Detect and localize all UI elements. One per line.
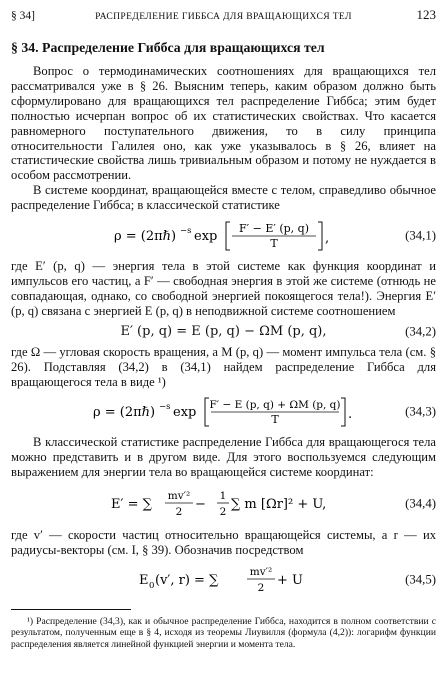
page-number: 123 <box>416 7 436 22</box>
eq4-rest: ∑ m [Ωr]² + U, <box>230 497 326 513</box>
eq3-denominator: T <box>270 413 279 427</box>
section-title: § 34. Распределение Гиббса для вращающихся тел <box>11 40 325 55</box>
equation-34-4-number: (34,4) <box>405 496 436 511</box>
eq1-lhs: ρ = (2πℏ) <box>113 229 176 245</box>
eq5-lhs: E <box>138 572 148 588</box>
eq5-frac-den: 2 <box>257 581 264 594</box>
eq5-args: (v′, r) = ∑ <box>154 572 218 588</box>
equation-34-4-formula <box>111 487 337 521</box>
equation-34-5-formula <box>139 565 309 595</box>
equation-34-1-number: (34,1) <box>405 228 436 243</box>
equation-34-5-number: (34,5) <box>405 572 436 587</box>
eq1-bracket-right <box>318 222 322 250</box>
eq3-numerator: F′ − E (p, q) + ΩM (p, q) <box>208 399 341 412</box>
eq5-frac-num: mv′² <box>249 565 272 578</box>
eq3-bracket-right <box>341 398 345 426</box>
eq4-frac2-num: 1 <box>219 490 226 503</box>
footnote-divider <box>11 609 131 610</box>
equation-34-1 <box>11 220 436 252</box>
eq5-rest: + U <box>276 572 303 588</box>
header-section: § 34] <box>11 10 35 22</box>
eq1-numerator: F′ − E′ (p, q) <box>238 222 309 236</box>
eq4-frac1-den: 2 <box>175 506 182 519</box>
equation-34-2 <box>11 323 436 341</box>
eq4-minus: − <box>194 497 206 513</box>
equation-34-2-number: (34,2) <box>405 324 436 339</box>
paragraph-3: где E′ (p, q) — энергия тела в этой системе как функция координат и импульсов его частиц, а F′ — свободная энергия в этой же системе (отнюдь не совпадающая, однако, со свободной энергией покоящегося тела!). Энергия E′ (p, q) связана с энергией E (p, q) в неподвижной системе соотношением <box>11 259 436 318</box>
equation-34-3 <box>11 396 436 428</box>
eq1-bracket-left <box>226 222 230 250</box>
paragraph-4: где Ω — угловая скорость вращения, а M (p, q) — момент импульса тела (см. § 26). Подставляя (34,2) в (34,1) найдем распределение Гиббса для вращающегося тела в виде ¹) <box>11 344 436 389</box>
svg-text:,: , <box>324 231 329 247</box>
equation-34-3-number: (34,3) <box>405 404 436 419</box>
eq1-sup: −s <box>179 226 191 237</box>
equation-34-4 <box>11 487 436 521</box>
eq3-lhs: ρ = (2πℏ) <box>92 405 155 421</box>
running-header <box>11 8 436 24</box>
equation-34-5 <box>11 565 436 595</box>
eq1-exp: exp <box>193 229 217 245</box>
eq1-denominator: T <box>269 237 278 251</box>
eq4-frac2-den: 2 <box>219 506 226 519</box>
eq5-sub: 0 <box>148 580 154 591</box>
equation-34-3-formula <box>93 396 355 428</box>
eq3-sup: −s <box>158 402 170 413</box>
svg-text:.: . <box>347 407 352 423</box>
paragraph-6: где v′ — скорости частиц относительно вращающейся системы, а r — их радиусы-векторы (см. I, § 39). Обозначив посредством <box>11 528 436 558</box>
paragraph-5: В классической статистике распределение Гиббса для вращающегося тела можно представить и в другом виде. Для этого воспользуемся следующим выражением для энергии тела во вращающейся системе координат: <box>11 435 436 480</box>
header-title: РАСПРЕДЕЛЕНИЕ ГИББСА ДЛЯ ВРАЩАЮЩИХСЯ ТЕЛ <box>95 11 352 22</box>
eq3-bracket-left <box>205 398 209 426</box>
equation-34-1-formula <box>114 220 334 252</box>
eq4-lhs: E′ = ∑ <box>110 497 152 513</box>
paragraph-1: Вопрос о термодинамических соотношениях для вращающихся тел рассматривался уже в § 26. Выясним теперь, каким образом должно быть сформулировано для вращающихся тел распределение Гиббса; этим будет полностью исчерпан вопрос об их статистических свойствах. Что касается равномерного поступательного движения, то в силу принципа относительности Галилея оно, как уже указывалось в § 26, влияет на статистические свойства лишь тривиальным образом и потому не нуждается в особом рассмотрении. <box>11 64 436 183</box>
paragraph-2: В системе координат, вращающейся вместе с телом, справедливо обычное распределение Гиббса; в классической статистике <box>11 183 436 213</box>
eq4-frac1-num: mv′² <box>167 490 190 503</box>
footnote: ¹) Распределение (34,3), как и обычное распределение Гиббса, находится в полном соответствии с результатом, полученным еще в § 4, исходя из теоремы Лиувилля (формула (4,2)): логарифм функции распределения является линейной функцией энергии и момента тела. <box>11 615 436 650</box>
equation-34-2-formula: E′ (p, q) = E (p, q) − ΩM (p, q), <box>120 324 327 340</box>
eq3-exp: exp <box>172 405 196 421</box>
